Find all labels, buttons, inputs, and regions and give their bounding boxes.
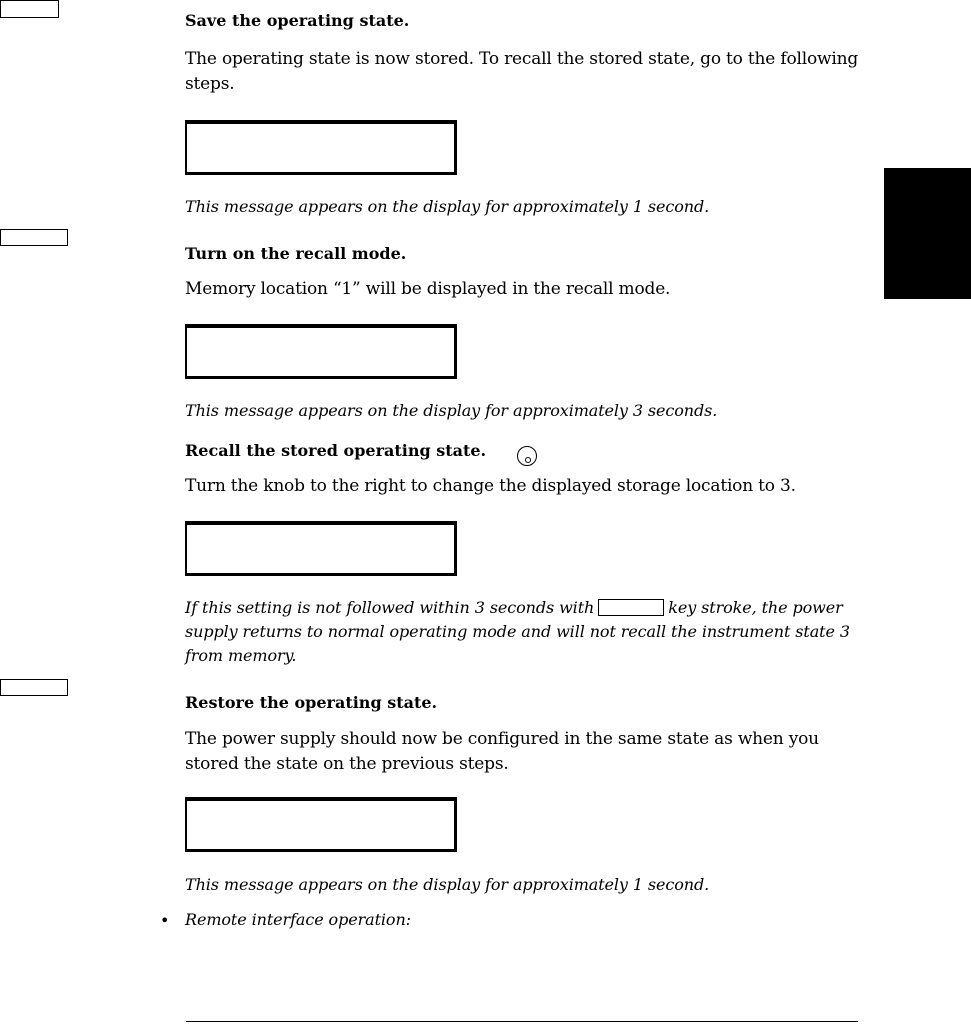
step-1-text: The operating state is now stored. To recall the stored state, go to the following steps. xyxy=(185,49,859,94)
inline-key-box xyxy=(598,599,664,616)
step-2-note: This message appears on the display for approximately 3 seconds. xyxy=(185,401,718,420)
step-4-text: The power supply should now be configured in the same state as when you stored the state on the previous steps. xyxy=(185,729,819,774)
chapter-tab xyxy=(884,168,971,299)
step-3-display xyxy=(185,521,457,576)
key-box-step-1 xyxy=(0,0,59,18)
step-2-text: Memory location “1” will be displayed in the recall mode. xyxy=(185,279,671,299)
key-box-step-2 xyxy=(0,229,68,246)
step-3-note-part1: If this setting is not followed within 3 seconds with xyxy=(185,598,595,617)
step-4-note: This message appears on the display for approximately 1 second. xyxy=(185,875,710,894)
step-1-heading: Save the operating state. xyxy=(185,11,410,30)
footer-rule xyxy=(186,1021,858,1022)
knob-icon xyxy=(517,446,537,466)
key-box-step-4 xyxy=(0,679,68,696)
step-3-note xyxy=(185,596,865,668)
step-4-heading: Restore the operating state. xyxy=(185,693,438,712)
step-4-display xyxy=(185,797,457,852)
step-3-note-part2: key stroke, the power supply returns to normal operating mode and will not recall the instrument state 3 from memory. xyxy=(185,598,850,665)
remote-interface-label: Remote interface operation: xyxy=(185,910,411,929)
step-1-display xyxy=(185,120,457,175)
step-1-note: This message appears on the display for approximately 1 second. xyxy=(185,197,710,216)
step-2-display xyxy=(185,324,457,379)
bullet-marker: • xyxy=(160,911,170,930)
step-2-heading: Turn on the recall mode. xyxy=(185,244,407,263)
step-3-heading: Recall the stored operating state. xyxy=(185,441,487,460)
step-3-text: Turn the knob to the right to change the displayed storage location to 3. xyxy=(185,476,796,496)
